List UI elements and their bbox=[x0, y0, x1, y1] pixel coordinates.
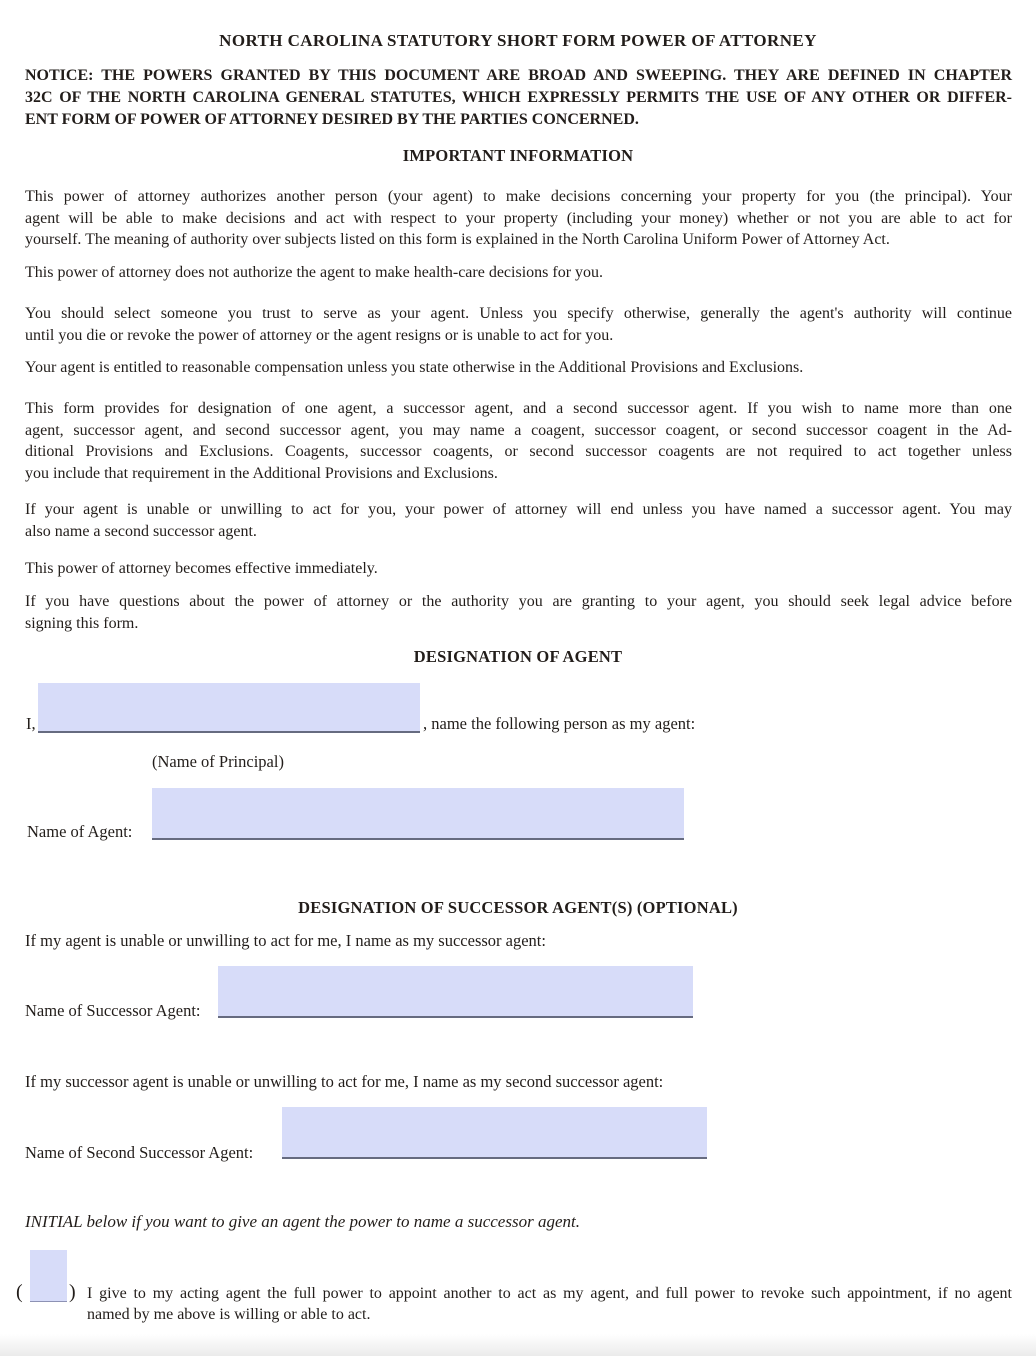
notice-paragraph bbox=[25, 65, 1012, 131]
text-line: until you die or revoke the power of attorney or the agent resigns or is unable to act for you. bbox=[25, 326, 614, 344]
principal-name-field[interactable] bbox=[38, 683, 420, 733]
initial-paren-open: ( bbox=[16, 1281, 23, 1303]
text-line: You should select someone you trust to serve as your agent. Unless you specify otherwise, generally the agent's authority will continue bbox=[25, 305, 1012, 322]
document-title: NORTH CAROLINA STATUTORY SHORT FORM POWER OF ATTORNEY bbox=[219, 31, 817, 50]
text-line: This power of attorney becomes effective immediately. bbox=[25, 560, 378, 577]
paragraph-successor-info bbox=[25, 499, 1012, 542]
principal-suffix: , name the following person as my agent: bbox=[423, 714, 696, 733]
text-line: 32C OF THE NORTH CAROLINA GENERAL STATUTES, WHICH EXPRESSLY PERMITS THE USE OF ANY OTHER OR DIFFER- bbox=[25, 89, 1012, 106]
initial-field[interactable] bbox=[30, 1250, 67, 1302]
text-line: ENT FORM OF POWER OF ATTORNEY DESIRED BY THE PARTIES CONCERNED. bbox=[25, 111, 639, 128]
principal-prefix: I, bbox=[26, 714, 36, 733]
text-line: This form provides for designation of one agent, a successor agent, and a second successor agent. If you wish to name more than one bbox=[25, 400, 1012, 417]
name-of-successor-agent-label: Name of Successor Agent: bbox=[25, 1001, 201, 1020]
successor-agent-name-field[interactable] bbox=[218, 966, 693, 1018]
designation-of-agent-heading: DESIGNATION OF AGENT bbox=[413, 647, 623, 666]
text-line: signing this form. bbox=[25, 614, 139, 632]
important-information-heading: IMPORTANT INFORMATION bbox=[402, 146, 634, 165]
paragraph-authorizes bbox=[25, 186, 1012, 251]
paragraph-healthcare bbox=[25, 262, 1012, 284]
text-line: If you have questions about the power of attorney or the authority you are granting to your agent, you should seek legal advice before bbox=[25, 593, 1012, 610]
name-of-principal-caption: (Name of Principal) bbox=[152, 752, 284, 771]
text-line: NOTICE: THE POWERS GRANTED BY THIS DOCUMENT ARE BROAD AND SWEEPING. THEY ARE DEFINED IN CHAPTER bbox=[25, 67, 1012, 84]
paragraph-legal-advice bbox=[25, 591, 1012, 634]
paragraph-coagents bbox=[25, 398, 1012, 484]
initial-statement bbox=[87, 1283, 1012, 1325]
name-of-second-successor-agent-label: Name of Second Successor Agent: bbox=[25, 1143, 254, 1162]
paragraph-compensation bbox=[25, 357, 1012, 379]
text-line: I give to my acting agent the full power to appoint another to act as my agent, and full power to revoke such appointment, if no agent bbox=[87, 1285, 1012, 1302]
page-bottom-shade bbox=[0, 1334, 1036, 1356]
text-line: Your agent is entitled to reasonable compensation unless you state otherwise in the Additional Provisions and Exclusions. bbox=[25, 359, 804, 376]
text-line: agent will be able to make decisions and act with respect to your property (including your money) whether or not you are able to act for bbox=[25, 209, 1012, 227]
designation-of-successor-heading: DESIGNATION OF SUCCESSOR AGENT(S) (OPTIONAL) bbox=[298, 898, 738, 917]
text-line: also name a second successor agent. bbox=[25, 522, 257, 540]
paragraph-effective bbox=[25, 558, 1012, 580]
agent-name-field[interactable] bbox=[152, 788, 684, 840]
text-line: you include that requirement in the Additional Provisions and Exclusions. bbox=[25, 464, 498, 482]
text-line: If your agent is unable or unwilling to act for you, your power of attorney will end unless you have named a successor agent. You may bbox=[25, 501, 1012, 518]
initial-paren-close: ) bbox=[69, 1281, 76, 1303]
text-line: yourself. The meaning of authority over subjects listed on this form is explained in the North Carolina Uniform Power of Attorney Act. bbox=[25, 231, 890, 248]
text-line: This power of attorney authorizes another person (your agent) to make decisions concerning your property for you (the principal). Your bbox=[25, 188, 1012, 205]
initial-instruction: INITIAL below if you want to give an agent the power to name a successor agent. bbox=[25, 1212, 580, 1231]
name-of-agent-label: Name of Agent: bbox=[27, 822, 133, 841]
second-successor-agent-name-field[interactable] bbox=[282, 1107, 707, 1159]
text-line: named by me above is willing or able to act. bbox=[87, 1306, 371, 1323]
successor-intro-text: If my agent is unable or unwilling to act for me, I name as my successor agent: bbox=[25, 931, 546, 950]
second-successor-intro-text: If my successor agent is unable or unwilling to act for me, I name as my second successor agent: bbox=[25, 1072, 664, 1091]
text-line: This power of attorney does not authorize the agent to make health-care decisions for you. bbox=[25, 264, 604, 281]
text-line: agent, successor agent, and second successor agent, you may name a coagent, successor coagent, or second successor coagent in the Ad- bbox=[25, 421, 1012, 439]
text-line: ditional Provisions and Exclusions. Coagents, successor coagents, or second successor coagents are not required to act together unless bbox=[25, 443, 1012, 460]
paragraph-select-agent bbox=[25, 303, 1012, 346]
